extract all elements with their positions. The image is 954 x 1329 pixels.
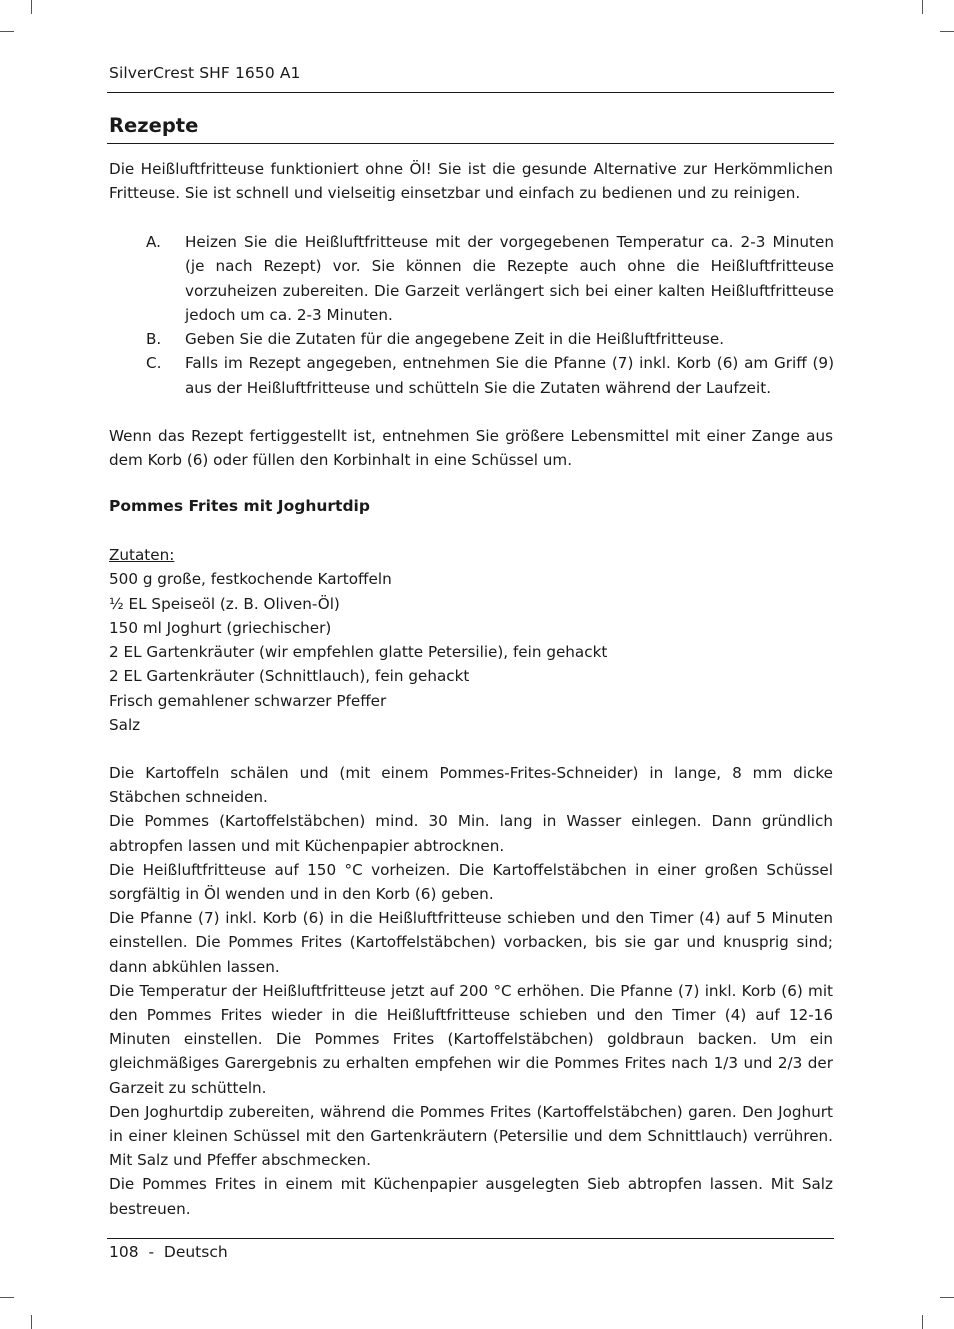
- ingredients-list: [109, 543, 607, 737]
- step-letter: C.: [146, 354, 162, 373]
- ingredients-heading: Zutaten:: [109, 546, 175, 564]
- instruction-paragraph: Den Joghurtdip zubereiten, während die Pommes Frites (Kartoffelstäbchen) garen. Den Joghurt in einer kleinen Schüssel mit den Gartenkräutern (Petersilie und dem Schnittlauch) verrühren. Mit Salz und Pfeffer abschmecken.: [109, 1102, 833, 1170]
- ingredient-item: Frisch gemahlener schwarzer Pfeffer: [109, 691, 387, 710]
- intro-paragraph: Die Heißluftfritteuse funktioniert ohne Öl! Sie ist die gesunde Alternative zur Herkömmlichen Fritteuse. Sie ist schnell und vielseitig einsetzbar und einfach zu bedienen und zu reinigen.: [109, 160, 833, 203]
- crop-mark-top-left-h: [0, 31, 14, 32]
- instruction-paragraph: Die Pommes (Kartoffelstäbchen) mind. 30 Min. lang in Wasser einlegen. Dann gründlich abtropfen lassen und mit Küchenpapier abtrocknen.: [109, 812, 833, 855]
- crop-mark-bottom-left-h: [0, 1297, 14, 1298]
- step-text: Geben Sie die Zutaten für die angegebene Zeit in die Heißluftfritteuse.: [185, 330, 725, 349]
- step-letter: B.: [146, 330, 162, 349]
- footer-rule: [107, 1238, 834, 1239]
- step-item-b: [146, 327, 834, 351]
- instruction-paragraph: Die Temperatur der Heißluftfritteuse jetzt auf 200 °C erhöhen. Die Pfanne (7) inkl. Korb (6) mit den Pommes Frites wieder in die Heißluftfritteuse schieben und den Timer (4) auf 12-16 Minuten einstellen. Die Pommes Frites (Kartoffelstäbchen) goldbraun backen. Um ein gleichmäßiges Garergebnis zu erhalten empfehen wir die Pommes Frites nach 1/3 und 2/3 der Garzeit zu schütteln.: [109, 981, 833, 1097]
- instruction-paragraph: Die Heißluftfritteuse auf 150 °C vorheizen. Die Kartoffelstäbchen in einer großen Schüssel sorgfältig in Öl wenden und in den Korb (6) geben.: [109, 860, 833, 904]
- instruction-paragraph: Die Pommes Frites in einem mit Küchenpapier ausgelegten Sieb abtropfen lassen. Mit Salz bestreuen.: [109, 1175, 833, 1218]
- step-item-a: [146, 230, 834, 327]
- crop-mark-top-right-h: [940, 31, 954, 32]
- crop-mark-bottom-right-v: [922, 1315, 923, 1329]
- section-title: Rezepte: [109, 114, 199, 137]
- recipe-title: Pommes Frites mit Joghurtdip: [109, 497, 370, 515]
- instructions: [109, 761, 833, 1221]
- crop-mark-bottom-left-v: [31, 1315, 32, 1329]
- header-rule: [107, 92, 834, 93]
- step-item-c: [146, 351, 834, 400]
- ingredient-item: 500 g große, festkochende Kartoffeln: [109, 570, 392, 589]
- instruction-paragraph: Die Pfanne (7) inkl. Korb (6) in die Heißluftfritteuse schieben und den Timer (4) auf 5 Minuten einstellen. Die Pommes Frites (Kartoffelstäbchen) vorbacken, bis sie gar und knusprig sind; dann abkühlen lassen.: [109, 909, 833, 976]
- ingredient-item: ½ EL Speiseöl (z. B. Oliven-Öl): [109, 594, 340, 613]
- ingredient-item: 2 EL Gartenkräuter (wir empfehlen glatte Petersilie), fein gehackt: [109, 643, 608, 662]
- step-text: Heizen Sie die Heißluftfritteuse mit der vorgegebenen Temperatur ca. 2-3 Minuten (je nach Rezept) vor. Sie können die Rezepte auch ohne die Heißluftfritteuse vorzuheizen zubereiten. Die Garzeit verlängert sich bei einer kalten Heißluftfritteuse jedoch um ca. 2-3 Minuten.: [185, 233, 834, 324]
- ingredient-item: 150 ml Joghurt (griechischer): [109, 618, 332, 637]
- page-footer: 108 - Deutsch: [109, 1243, 228, 1261]
- after-steps-paragraph: Wenn das Rezept fertiggestellt ist, entnehmen Sie größere Lebensmittel mit einer Zange aus dem Korb (6) oder füllen den Korbinhalt in eine Schüssel um.: [109, 427, 833, 470]
- ingredient-item: 2 EL Gartenkräuter (Schnittlauch), fein gehackt: [109, 667, 470, 686]
- ingredient-item: Salz: [109, 716, 141, 735]
- crop-mark-top-left-v: [31, 0, 32, 14]
- crop-mark-top-right-v: [922, 0, 923, 14]
- step-text: Falls im Rezept angegeben, entnehmen Sie die Pfanne (7) inkl. Korb (6) am Griff (9) aus der Heißluftfritteuse und schütteln Sie die Zutaten während der Laufzeit.: [185, 354, 834, 397]
- running-head: SilverCrest SHF 1650 A1: [109, 64, 301, 82]
- title-rule: [107, 143, 834, 144]
- crop-mark-bottom-right-h: [940, 1297, 954, 1298]
- step-letter: A.: [146, 233, 161, 251]
- instruction-paragraph: Die Kartoffeln schälen und (mit einem Pommes-Frites-Schneider) in lange, 8 mm dicke Stäbchen schneiden.: [109, 764, 833, 807]
- steps-list: [146, 230, 834, 400]
